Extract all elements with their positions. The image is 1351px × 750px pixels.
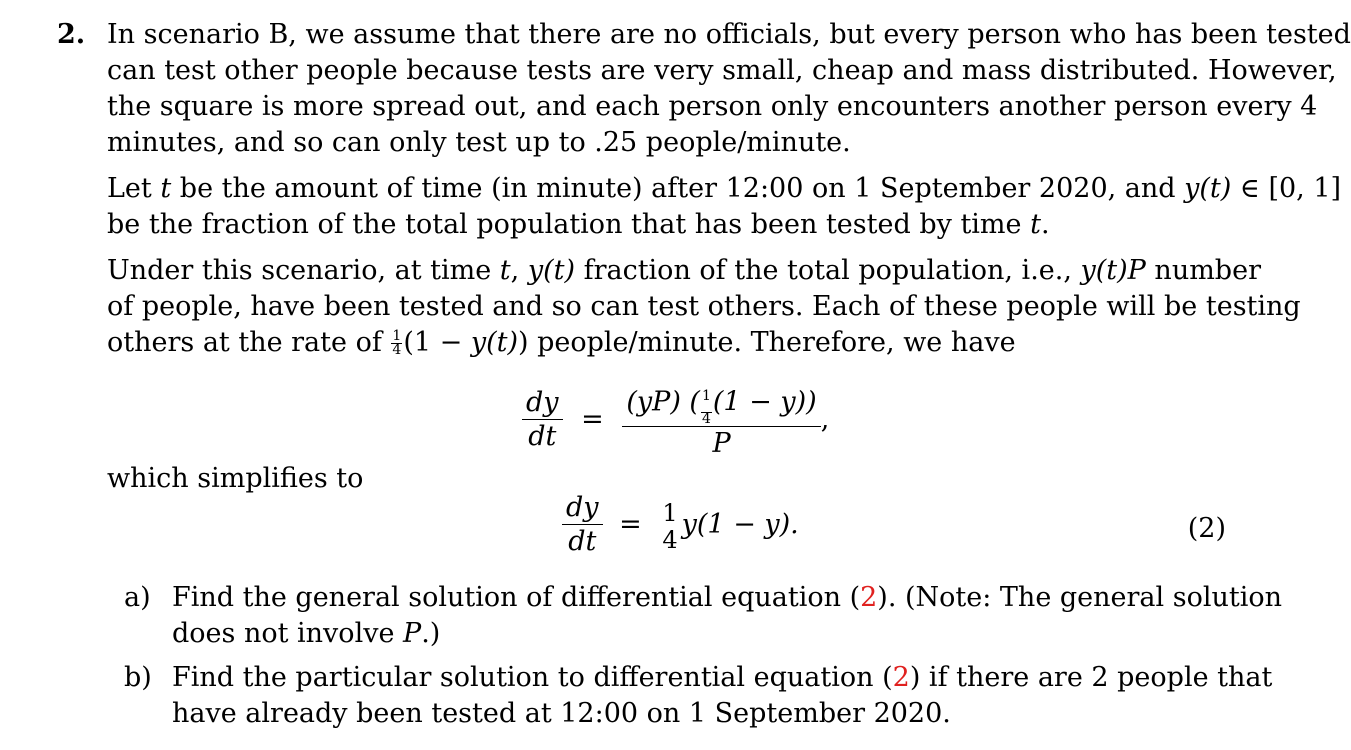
scenario-line: others at the rate of $\frac{1}{4}$ (1 − y(t)) people/minute. Therefore, we have: [107, 327, 1016, 358]
scenario-line: Under this scenario, at time t, y(t) fraction of the total population, i.e., y(t)P number: [107, 255, 1261, 286]
equation-2: $\frac{dy}{dt}$ = 1 4 y(1 − y).: [562, 492, 799, 559]
part-label: a): [124, 582, 151, 613]
problem-number: 2.: [57, 19, 86, 50]
part-label: b): [124, 662, 152, 693]
scenario-paragraph: [107, 253, 1301, 361]
intro-paragraph: [107, 17, 1351, 161]
intro-line: In scenario B, we assume that there are no officials, but every person who has been tested: [107, 19, 1351, 50]
equation-ref-link[interactable]: 2: [892, 662, 910, 693]
equation-ref-link[interactable]: 2: [860, 582, 878, 613]
definition-paragraph: [107, 171, 1342, 243]
quarter-fraction: 1 4: [662, 498, 678, 554]
intro-line: minutes, and so can only test up to .25 people/minute.: [107, 127, 851, 158]
lhs-fraction: $\frac{dy}{dt}$: [562, 492, 603, 559]
definition-line: be the fraction of the total population that has been tested by time t.: [107, 209, 1050, 240]
definition-line: Let t be the amount of time (in minute) after 12:00 on 1 September 2020, and y(t) ∈ [0, 1]: [107, 173, 1342, 204]
equation-label: (2): [1187, 513, 1226, 544]
intro-line: can test other people because tests are very small, cheap and mass distributed. However,: [107, 55, 1337, 86]
simplifies-text: which simplifies to: [107, 463, 364, 494]
scenario-line: of people, have been tested and so can test others. Each of these people will be testing: [107, 291, 1301, 322]
lhs-fraction: $\frac{dy}{dt}$: [522, 387, 563, 454]
equation-1: $\frac{dy}{dt}$ = (yP) ( $\frac{1}{4}$ (1 − y)) P ,: [522, 380, 829, 461]
quarter-fraction: $\frac{1}{4}$: [392, 328, 402, 358]
rhs-fraction: (yP) ( $\frac{1}{4}$ (1 − y)) P: [622, 380, 820, 461]
intro-line: the square is more spread out, and each person only encounters another person every 4: [107, 91, 1318, 122]
